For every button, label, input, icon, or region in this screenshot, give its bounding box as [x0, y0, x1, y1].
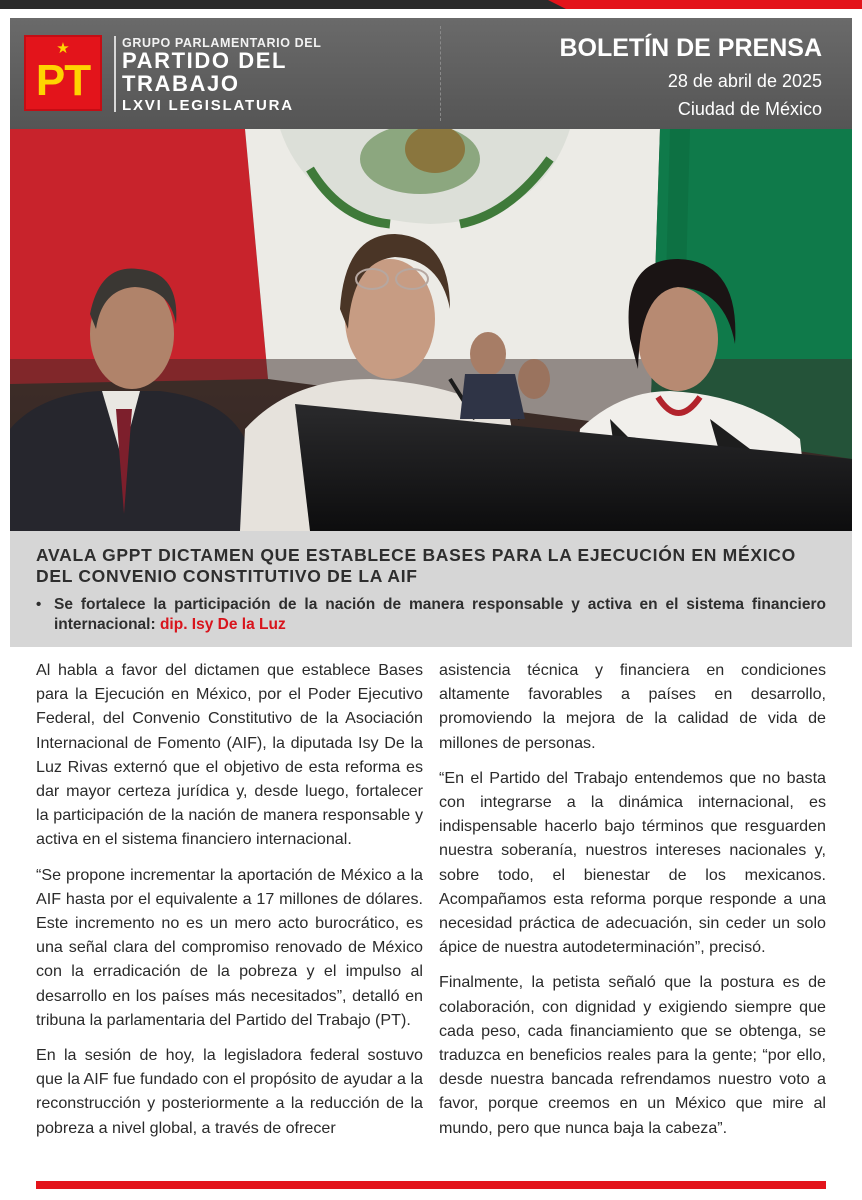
headline-subtitle	[36, 595, 826, 635]
group-line: GRUPO PARLAMENTARIO DEL	[122, 36, 322, 50]
header-divider	[440, 26, 441, 121]
pt-logo	[24, 35, 102, 111]
body-column-right	[439, 658, 826, 1151]
subtitle-attribution: dip. Isy De la Luz	[159, 616, 286, 633]
subtitle-text	[54, 595, 826, 635]
bulletin-title: BOLETÍN DE PRENSA	[559, 34, 822, 62]
body-column-left	[36, 658, 423, 1151]
bulletin-city: Ciudad de México	[677, 99, 822, 119]
paragraph: En la sesión de hoy, la legisladora federal sostuvo que la AIF fue fundado con el propósito de ayudar a la reconstrucción y posteriormente a la reducción de la pobreza a nivel global, a través de ofrecer	[36, 1046, 423, 1137]
headline-box	[10, 531, 852, 647]
paragraph: asistencia técnica y financiera en condiciones altamente favorables a países en desarrollo, promoviendo la mejora de la calidad de vida de millones de personas.	[439, 661, 826, 752]
party-name-line2: TRABAJO	[122, 71, 240, 96]
party-name-line1: PARTIDO DEL	[122, 48, 288, 73]
paragraph: Finalmente, la petista señaló que la postura es de colaboración, con dignidad y exigiendo siempre que cada peso, cada financiamiento que se obtenga, se traduzca en beneficios reales para la gente; “por ello, desde nuestra bancada refrendamos nuestro voto a favor, porque creemos en un México que mire al mundo, pero que nunca baja la cabeza”.	[439, 973, 826, 1137]
bullet-icon: •	[36, 596, 42, 613]
paragraph: Al habla a favor del dictamen que establece Bases para la Ejecución en México, por el Poder Ejecutivo Federal, del Convenio Constitutivo de la Asociación Internacional de Fomento (AIF), la diputada Isy De la Luz Rivas externó que el objetivo de esta reforma es dar mayor certeza jurídica y, desde luego, fortalecer la participación de la nación de manera responsable y activa en el sistema financiero internacional.	[36, 661, 423, 849]
session-photo	[10, 129, 852, 531]
press-header	[10, 18, 852, 129]
bulletin-date: 28 de abril de 2025	[667, 71, 822, 91]
top-decorative-strip	[0, 0, 862, 9]
star-icon: ★	[56, 40, 70, 57]
top-red-accent	[566, 0, 862, 9]
paragraph: “En el Partido del Trabajo entendemos que no basta con integrarse a la dinámica internacional, es indispensable hacerlo bajo términos que resguarden nuestra soberanía, nuestros intereses nacionales y, sobre todo, el bienestar de los mexicanos. Acompañamos esta reforma porque responde a una necesidad práctica de adecuación, sin ceder un solo ápice de nuestra autodeterminación”, precisó.	[439, 768, 826, 957]
brand-divider	[114, 36, 116, 112]
headline-title: AVALA GPPT DICTAMEN QUE ESTABLECE BASES PARA LA EJECUCIÓN EN MÉXICO DEL CONVENIO CONSTITUTIVO DE LA AIF	[36, 545, 796, 586]
session-photo-illustration	[10, 129, 852, 531]
pt-logo-text: PT	[35, 56, 91, 105]
bottom-red-bar	[36, 1181, 826, 1189]
subtitle-body: Se fortalece la participación de la nación de manera responsable y activa en el sistema financiero internacional:	[54, 596, 826, 633]
legislature-label: LXVI LEGISLATURA	[122, 97, 294, 114]
paragraph: “Se propone incrementar la aportación de México a la AIF hasta por el equivalente a 17 millones de dólares. Este incremento no es un mero acto burocrático, es una señal clara del compromiso renovado de México con la erradicación de la pobreza y el impulso al desarrollo en los países más necesitados”, detalló en tribuna la parlamentaria del Partido del Trabajo (PT).	[36, 865, 423, 1029]
